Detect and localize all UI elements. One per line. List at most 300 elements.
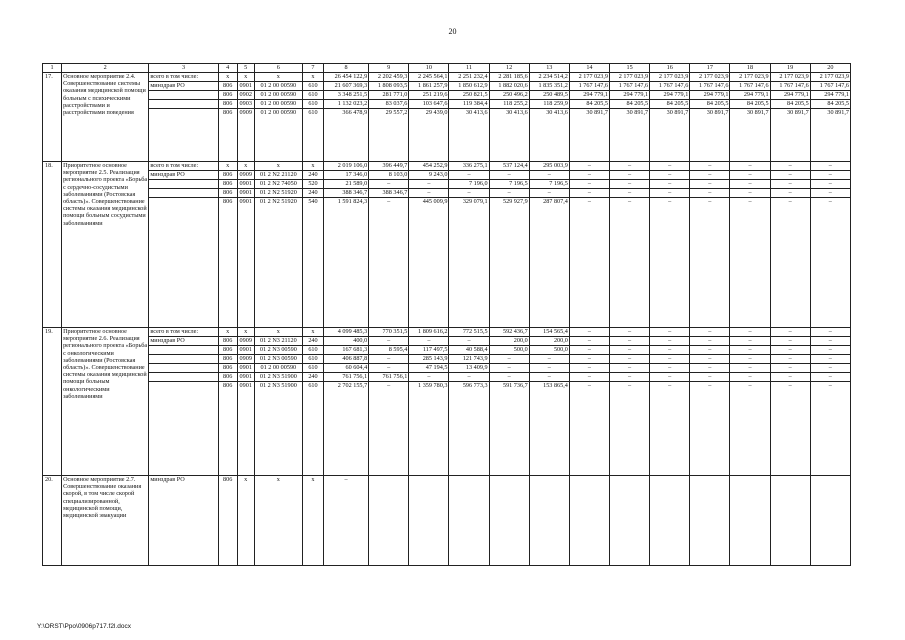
amount-cell: – [690,355,730,364]
amount-cell: 1 767 147,6 [650,82,690,91]
column-number: 10 [409,64,449,73]
code-cell: 806 [218,373,237,382]
code-cell: 01 2 00 00590 [254,82,302,91]
column-number: 16 [650,64,690,73]
amount-cell: – [650,180,690,189]
amount-cell: – [730,355,770,364]
amount-cell: – [569,189,609,198]
amount-cell: – [449,189,489,198]
amount-cell: 281 771,0 [369,91,409,100]
amount-cell: – [810,337,850,346]
amount-cell: – [690,328,730,337]
amount-cell: – [369,364,409,373]
amount-cell: – [569,328,609,337]
amount-cell: – [650,189,690,198]
amount-cell: – [569,373,609,382]
amount-cell: 29 557,2 [369,109,409,162]
amount-cell: – [810,171,850,180]
table-row [43,82,851,91]
amount-cell [569,476,609,566]
amount-cell: 47 194,5 [409,364,449,373]
amount-cell: – [489,355,529,364]
amount-cell: – [690,337,730,346]
amount-cell: 118 259,9 [529,100,569,109]
amount-cell: – [569,382,609,476]
table-row [43,162,851,171]
amount-cell [730,476,770,566]
column-number: 12 [489,64,529,73]
executor-cell [149,364,218,373]
amount-cell: – [810,364,850,373]
code-cell: 0903 [237,100,254,109]
code-cell: x [302,328,323,337]
amount-cell [610,476,650,566]
activity-title: Приоритетное основное мероприятие 2.5. Реализация регионального проекта «Борьба с сердечно-сосудистыми заболеваниями (Ростовская область)». Совершенствование системы оказания медицинской помощи больным сосудистыми заболеваниями [62,162,149,328]
amount-cell: 2 177 023,9 [730,73,770,82]
amount-cell: 454 252,9 [409,162,449,171]
amount-cell: – [449,171,489,180]
column-number: 1 [43,64,62,73]
amount-cell: 30 413,6 [489,109,529,162]
amount-cell: 1 767 147,6 [569,82,609,91]
amount-cell [810,476,850,566]
code-cell: 806 [218,476,237,566]
code-cell: 0901 [237,189,254,198]
code-cell: 806 [218,198,237,328]
amount-cell: – [610,328,650,337]
column-number: 8 [324,64,369,73]
amount-cell: – [730,337,770,346]
table-row [43,346,851,355]
amount-cell: – [610,198,650,328]
amount-cell: 2 251 232,4 [449,73,489,82]
amount-cell: – [770,364,810,373]
amount-cell: – [449,373,489,382]
amount-cell: 200,0 [489,337,529,346]
amount-cell: – [770,355,810,364]
file-path-footer: Y:\ORST\Ppo\0906p717.f2l.docx [37,623,131,630]
amount-cell: 30 413,6 [529,109,569,162]
activity-title: Основное мероприятие 2.4. Совершенствование системы оказания медицинской помощи больным с психическими расстройствами и расстройствами поведения [62,73,149,162]
code-cell: x [302,162,323,171]
amount-cell: – [770,198,810,328]
amount-cell: – [690,346,730,355]
amount-cell: 2 177 023,9 [569,73,609,82]
amount-cell: – [810,180,850,189]
amount-cell: – [730,373,770,382]
amount-cell: – [650,373,690,382]
amount-cell: 30 891,7 [650,109,690,162]
amount-cell: – [569,364,609,373]
executor-cell: всего в том числе: [149,328,218,337]
executor-cell [149,355,218,364]
amount-cell: – [650,171,690,180]
amount-cell: – [489,364,529,373]
amount-cell: 250 821,5 [449,91,489,100]
amount-cell: 295 003,9 [529,162,569,171]
amount-cell: – [409,337,449,346]
amount-cell: – [650,198,690,328]
amount-cell: 118 255,2 [489,100,529,109]
amount-cell: – [730,198,770,328]
code-cell: 240 [302,189,323,198]
code-cell: x [254,162,302,171]
amount-cell: 537 124,4 [489,162,529,171]
column-number: 9 [369,64,409,73]
amount-cell: – [529,171,569,180]
amount-cell: 294 779,1 [770,91,810,100]
amount-cell: 287 807,4 [529,198,569,328]
amount-cell: 2 702 155,7 [324,382,369,476]
amount-cell: – [409,373,449,382]
code-cell: 01 2 N3 51900 [254,382,302,476]
amount-cell: – [489,171,529,180]
code-cell: x [254,328,302,337]
amount-cell: – [610,162,650,171]
amount-cell: 26 454 122,9 [324,73,369,82]
amount-cell: – [529,373,569,382]
row-number: 20. [43,476,62,566]
amount-cell: 1 767 147,6 [690,82,730,91]
amount-cell: 1 809 616,2 [409,328,449,337]
executor-cell [149,198,218,328]
amount-cell: 4 099 485,3 [324,328,369,337]
amount-cell: – [730,346,770,355]
amount-cell: – [730,189,770,198]
code-cell: 0901 [237,82,254,91]
code-cell: 0901 [237,198,254,328]
amount-cell: 529 927,9 [489,198,529,328]
amount-cell: – [369,198,409,328]
table-row [43,100,851,109]
table-row [43,328,851,337]
amount-cell: 84 205,5 [690,100,730,109]
code-cell: 806 [218,82,237,91]
amount-cell: – [690,189,730,198]
amount-cell: 294 779,1 [730,91,770,100]
table-row [43,73,851,82]
executor-cell [149,373,218,382]
row-number: 17. [43,73,62,162]
amount-cell: – [650,328,690,337]
amount-cell: 406 887,8 [324,355,369,364]
amount-cell: – [610,337,650,346]
amount-cell: 592 436,7 [489,328,529,337]
code-cell: 610 [302,364,323,373]
column-number: 17 [690,64,730,73]
table-row [43,198,851,328]
code-cell: x [302,73,323,82]
amount-cell: 167 681,3 [324,346,369,355]
amount-cell: 2 234 514,2 [529,73,569,82]
amount-cell: – [569,180,609,189]
code-cell: 0901 [237,180,254,189]
amount-cell: – [610,373,650,382]
code-cell: x [218,73,237,82]
amount-cell: – [770,337,810,346]
code-cell: 610 [302,82,323,91]
executor-cell [149,91,218,100]
column-number: 19 [770,64,810,73]
amount-cell: – [369,337,409,346]
amount-cell: – [770,382,810,476]
budget-table [42,63,851,566]
code-cell: x [237,328,254,337]
amount-cell: – [489,189,529,198]
executor-cell: минздрав РО [149,82,218,91]
amount-cell: – [810,382,850,476]
table-row [43,109,851,162]
executor-cell: всего в том числе: [149,162,218,171]
executor-cell: минздрав РО [149,476,218,566]
amount-cell: 2 202 459,3 [369,73,409,82]
amount-cell: 400,0 [324,337,369,346]
column-number: 14 [569,64,609,73]
code-cell: 01 2 N3 00590 [254,346,302,355]
amount-cell: 30 891,7 [730,109,770,162]
amount-cell: 1 591 824,3 [324,198,369,328]
amount-cell: 7 196,5 [529,180,569,189]
amount-cell: 294 779,1 [810,91,850,100]
amount-cell: – [569,337,609,346]
amount-cell [449,476,489,566]
code-cell: 806 [218,180,237,189]
amount-cell: – [770,180,810,189]
table-row [43,373,851,382]
column-number: 20 [810,64,850,73]
amount-cell: 591 736,7 [489,382,529,476]
amount-cell: 1 882 020,6 [489,82,529,91]
amount-cell: 251 219,6 [409,91,449,100]
code-cell: 806 [218,364,237,373]
column-number: 5 [237,64,254,73]
amount-cell: 117 497,5 [409,346,449,355]
code-cell: x [254,73,302,82]
code-cell: x [237,162,254,171]
amount-cell: 83 037,6 [369,100,409,109]
code-cell: 0909 [237,355,254,364]
amount-cell: 761 756,1 [324,373,369,382]
table-row [43,180,851,189]
column-number: 2 [62,64,149,73]
amount-cell: 388 346,7 [369,189,409,198]
executor-cell [149,189,218,198]
code-cell: 806 [218,337,237,346]
amount-cell: 2 177 023,9 [690,73,730,82]
amount-cell: – [610,355,650,364]
table-row [43,189,851,198]
code-cell: 610 [302,91,323,100]
amount-cell [690,476,730,566]
amount-cell: 388 346,7 [324,189,369,198]
code-cell: 806 [218,109,237,162]
code-cell: 806 [218,171,237,180]
amount-cell: – [770,171,810,180]
amount-cell: 500,0 [529,346,569,355]
column-number: 18 [730,64,770,73]
code-cell: 806 [218,346,237,355]
amount-cell: 30 413,6 [449,109,489,162]
amount-cell: 2 019 106,0 [324,162,369,171]
code-cell: 240 [302,373,323,382]
amount-cell: 21 589,0 [324,180,369,189]
amount-cell: 84 205,5 [810,100,850,109]
amount-cell: 121 743,9 [449,355,489,364]
amount-cell: 2 177 023,9 [610,73,650,82]
code-cell: 806 [218,91,237,100]
code-cell: x [254,476,302,566]
amount-cell: – [449,337,489,346]
amount-cell: – [810,162,850,171]
amount-cell: – [489,373,529,382]
executor-cell [149,346,218,355]
amount-cell: – [610,364,650,373]
column-number-row [43,64,851,73]
amount-cell: 761 756,1 [369,373,409,382]
amount-cell: 250 496,2 [489,91,529,100]
amount-cell: – [810,346,850,355]
table-row [43,171,851,180]
amount-cell: 1 808 093,5 [369,82,409,91]
row-number: 19. [43,328,62,476]
amount-cell: – [810,373,850,382]
amount-cell: – [770,189,810,198]
amount-cell: 29 439,0 [409,109,449,162]
amount-cell: – [650,364,690,373]
code-cell: 01 2 00 00590 [254,100,302,109]
amount-cell [369,476,409,566]
table-row [43,364,851,373]
amount-cell: 1 767 147,6 [730,82,770,91]
amount-cell: 153 865,4 [529,382,569,476]
amount-cell: – [650,382,690,476]
amount-cell: – [650,355,690,364]
code-cell: 0901 [237,364,254,373]
amount-cell: – [690,373,730,382]
amount-cell: – [730,171,770,180]
amount-cell [650,476,690,566]
amount-cell: 1 850 612,9 [449,82,489,91]
amount-cell: – [650,337,690,346]
amount-cell [409,476,449,566]
code-cell: 01 2 N3 00590 [254,355,302,364]
amount-cell: – [770,162,810,171]
amount-cell: 1 767 147,6 [770,82,810,91]
column-number: 7 [302,64,323,73]
amount-cell: 1 767 147,6 [810,82,850,91]
amount-cell: – [770,328,810,337]
amount-cell: – [409,189,449,198]
amount-cell: – [690,382,730,476]
amount-cell: – [610,171,650,180]
activity-title: Основное мероприятие 2.7. Совершенствование оказания скорой, в том числе скорой специализированной, медицинской помощи, медицинской эвакуации [62,476,149,566]
amount-cell: 21 607 369,3 [324,82,369,91]
amount-cell: 119 384,4 [449,100,489,109]
code-cell: x [218,328,237,337]
amount-cell: 40 588,4 [449,346,489,355]
column-number: 6 [254,64,302,73]
amount-cell: – [810,355,850,364]
amount-cell: – [569,171,609,180]
code-cell: 0909 [237,171,254,180]
amount-cell: 1 861 257,9 [409,82,449,91]
code-cell: 610 [302,100,323,109]
amount-cell: 2 177 023,9 [810,73,850,82]
table-row [43,91,851,100]
executor-cell: всего в том числе: [149,73,218,82]
code-cell: 01 2 N2 51920 [254,198,302,328]
code-cell: 0901 [237,382,254,476]
amount-cell: – [690,162,730,171]
code-cell: 01 2 N3 21120 [254,337,302,346]
amount-cell: 336 275,1 [449,162,489,171]
code-cell: 0902 [237,91,254,100]
amount-cell: – [369,355,409,364]
amount-cell: – [369,382,409,476]
amount-cell: 1 132 023,2 [324,100,369,109]
amount-cell: – [730,382,770,476]
amount-cell: 770 351,5 [369,328,409,337]
amount-cell: 2 245 564,1 [409,73,449,82]
table-row [43,476,851,566]
table-row [43,355,851,364]
code-cell: 240 [302,171,323,180]
code-cell: x [237,476,254,566]
code-cell: 610 [302,346,323,355]
amount-cell: – [770,346,810,355]
amount-cell: – [569,355,609,364]
amount-cell: 3 348 251,5 [324,91,369,100]
code-cell: 806 [218,355,237,364]
amount-cell: – [730,364,770,373]
amount-cell: – [730,162,770,171]
amount-cell: 2 281 185,6 [489,73,529,82]
amount-cell: – [409,180,449,189]
amount-cell: 7 196,5 [489,180,529,189]
activity-title: Приоритетное основное мероприятие 2.6. Реализация регионального проекта «Борьба с онкологическими заболеваниями (Ростовская область)». Совершенствование системы оказания медицинской помощи больным онкологическими заболеваниями [62,328,149,476]
executor-cell [149,180,218,189]
amount-cell: 7 196,0 [449,180,489,189]
amount-cell: – [730,180,770,189]
amount-cell: – [369,180,409,189]
amount-cell: – [690,171,730,180]
amount-cell: 30 891,7 [610,109,650,162]
amount-cell: – [529,364,569,373]
amount-cell: 8 103,0 [369,171,409,180]
amount-cell: 84 205,5 [569,100,609,109]
code-cell: 0909 [237,337,254,346]
amount-cell: – [690,180,730,189]
amount-cell: – [770,373,810,382]
amount-cell: – [529,355,569,364]
amount-cell: 285 143,9 [409,355,449,364]
amount-cell: – [569,346,609,355]
amount-cell: 445 009,9 [409,198,449,328]
code-cell: 806 [218,189,237,198]
amount-cell: 1 835 351,2 [529,82,569,91]
amount-cell: 2 177 023,9 [770,73,810,82]
code-cell: 240 [302,337,323,346]
amount-cell: 294 779,1 [650,91,690,100]
code-cell: 806 [218,100,237,109]
amount-cell: 1 767 147,6 [610,82,650,91]
amount-cell: 103 647,6 [409,100,449,109]
amount-cell: 1 359 780,3 [409,382,449,476]
amount-cell: – [650,162,690,171]
code-cell: x [237,73,254,82]
executor-cell [149,109,218,162]
amount-cell: 84 205,5 [730,100,770,109]
